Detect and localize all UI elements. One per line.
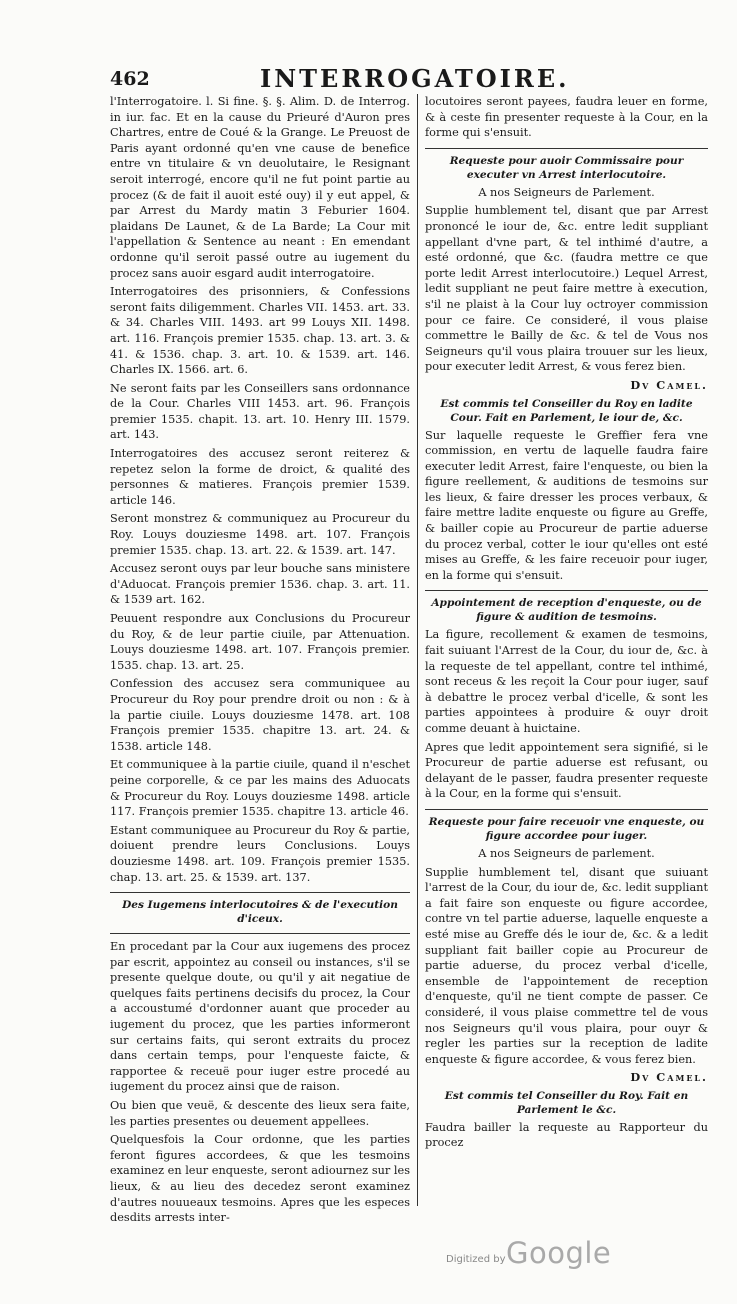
section-rule-bottom (110, 933, 410, 934)
author-signature-2: Dv Camel. (630, 1070, 708, 1085)
left-paragraph-4: Interrogatoires des accusez seront reiterez & repetez selon la forme de droict, & qualité des personnes & matieres. François premier 1539. article 146. (110, 447, 410, 507)
appointment-paragraph-2: Apres que ledit appointement sera signifié, si le Procureur de partie aduerse est refusant, ou delayant de le passer, faudra presenter requeste à la Cour, en la forme qui s'ensuit. (425, 740, 708, 801)
request1-heading: Requeste pour auoir Commissaire pour executer vn Arrest interlocutoire. (449, 154, 684, 181)
column-divider (417, 94, 418, 1206)
author-signature-1: Dv Camel. (630, 377, 708, 392)
section-rule (110, 892, 410, 893)
left-paragraph-3: Ne seront faits par les Conseillers sans ordonnance de la Cour. Charles VIII 1453. art. 96. François premier 1535. chapit. 13. art. 10. Henry III. 1579. art. 143. (110, 381, 410, 442)
right-top-paragraph: locutoires seront payees, faudra leuer en forme, & à ceste fin presenter requeste à la Cour, en la forme qui s'ensuit. (425, 95, 708, 140)
digitized-by-text: Digitized by (446, 1254, 506, 1265)
last-line: Faudra bailler la requeste au Rapporteur du procez (425, 1120, 708, 1150)
google-logo: Google (506, 1236, 612, 1270)
left-paragraph-1: l'Interrogatoire. l. Si fine. §. §. Alim. D. de Interrog. in iur. fac. Et en la cause du Prieuré d'Auron pres Chartres, entre de Coué & la Grange. Le Preuost de Paris ayant ordonné qu'en vne cause de benefice entre vn titulaire & vn deuolutaire, le Resignant seroit interrogé, encore qu'il ne fut point partie au procez (& de fait il auoit esté ouy) il y eut appel, & par Arrest du Mardy matin 3 Feburier 1604. plaidans De Launet, & de La Barde; La Cour mit l'appellation & Sentence au neant : En emendant ordonne qu'il seroit passé outre au iugement du procez sans auoir esgard audit interrogatoire. (110, 95, 410, 280)
appointment-paragraph-1: La figure, recollement & examen de tesmoins, fait suiuant l'Arrest de la Cour, du iour de, &c. à la requeste de tel appellant, contre tel inthimé, sont receus & les reçoit la Cour pour iuger, sauf à debattre le procez verbal d'icelle, & sont les parties appointees à produire & ouyr droit comme deuant à huictaine. (425, 628, 708, 735)
page-number: 462 (110, 68, 150, 90)
commission-note-1: Est commis tel Conseiller du Roy en ladite Cour. Fait en Parlement, le iour de, &c. (440, 397, 693, 424)
left-paragraph-5: Seront monstrez & communiquez au Procureur du Roy. Louys douziesme 1498. art. 107. François premier 1535. chap. 13. art. 22. & 1539. art. 147. (110, 512, 410, 557)
left-paragraph-9: Et communiquee à la partie ciuile, quand il n'eschet peine corporelle, & ce par les mains des Aduocats & Procureur du Roy. Louys douziesme 1498. article 117. François premier 1535. chapitre 13. article 46. (110, 758, 410, 819)
commission-note-2: Est commis tel Conseiller du Roy. Fait en Parlement le &c. (444, 1089, 689, 1116)
left-paragraph-7: Peuuent respondre aux Conclusions du Procureur du Roy, & de leur partie ciuile, par Attenuation. Louys douziesme 1498. art. 107. François premier. 1535. chap. 13. art. 25. (110, 612, 410, 672)
left-paragraph-2: Interrogatoires des prisonniers, & Confessions seront faits diligemment. Charles VII. 1453. art. 33. & 34. Charles VIII. 1493. art 99 Louys XII. 1498. art. 116. François premier 1535. chap. 13. art. 3. & 41. & 1536. chap. 3. art. 10. & 1539. art. 146. Charles IX. 1566. art. 6. (110, 285, 410, 377)
request2-salutation: A nos Seigneurs de parlement. (478, 846, 655, 860)
running-title: INTERROGATOIRE. (260, 64, 570, 93)
section-paragraph-1: En procedant par la Cour aux iugemens des procez par escrit, appointez au conseil ou instances, s'il se presente quelque doute, ou qu'il y ait negatiue de quelques faits pertinens decisifs du procez, la Cour a accoustumé d'ordonner auant que proceder au iugement du procez, que les parties informeront sur certains faits, qui seront extraits du procez dans certain temps, pour l'enqueste faicte, & rapportee & receuë pour iuger estre procedé au iugement du procez ainsi que de raison. (110, 940, 410, 1094)
left-paragraph-8: Confession des accusez sera communiquee au Procureur du Roy pour prendre droit ou non : & à la partie ciuile. Louys douziesme 1478. art. 108 François premier 1535. chapitre 13. art. 24. & 1538. article 148. (110, 677, 410, 753)
section-heading: Des Iugemens interlocutoires & de l'execution d'iceux. (122, 899, 398, 926)
left-column (110, 94, 410, 1226)
request2-body: Supplie humblement tel, disant que suiuant l'arrest de la Cour, du iour de, &c. ledit suppliant a fait faire son enqueste ou figure accordee, contre vn tel partie aduerse, laquelle enqueste a esté mise au Greffe dés le iour de, &c. & a ledit suppliant fait bailler copie au Procureur de partie aduerse, du procez verbal d'icelle, ensemble de l'appointement de reception d'enqueste, qu'il ne tient compte de passer. Ce consideré, il vous plaise commettre tel de vous nos Seigneurs qu'il vous plaira, pour ouyr & regler les parties sur la reception de ladite enqueste & figure accordee, & vous ferez bien. (425, 865, 708, 1066)
request1-body: Supplie humblement tel, disant que par Arrest prononcé le iour de, &c. entre ledit suppliant appellant d'vne part, & tel inthimé d'autre, a esté ordonné, que &c. (faudra mettre ce que porte ledit Arrest interlocutoire.) Lequel Arrest, ledit suppliant ne peut faire mettre à execution, s'il ne plaist à la Cour luy octroyer commission pour ce faire. Ce consideré, il vous plaise commettre le Bailly de &c. & tel de Vous nos Seigneurs qu'il vous plaira trouuer sur les lieux, pour executer ledit Arrest, & vous ferez bien. (425, 204, 708, 374)
left-paragraph-10: Estant communiquee au Procureur du Roy & partie, doiuent prendre leurs Conclusions. Louys douziesme 1498. art. 109. François premier 1535. chap. 13. art. 25. & 1539. art. 137. (110, 823, 410, 884)
digitization-watermark (446, 1236, 626, 1276)
rule-3 (425, 809, 708, 810)
right-column (425, 94, 708, 1151)
section-paragraph-2: Ou bien que veuë, & descente des lieux sera faite, les parties presentes ou deuement appellees. (110, 1099, 410, 1128)
page-header (110, 64, 695, 94)
section-paragraph-3: Quelquesfois la Cour ordonne, que les parties feront figures accordees, & que les tesmoins examinez en leur enqueste, seront adiournez sur les lieux, & au lieu des decedez seront examinez d'autres nouueaux tesmoins. Apres que les especes desdits arrests inter- (110, 1133, 410, 1225)
greffier-paragraph: Sur laquelle requeste le Greffier fera vne commission, en vertu de laquelle faudra faire executer ledit Arrest, faire l'enqueste, ou bien la figure reellement, & auditions de tesmoins sur les lieux, & faire dresser les proces verbaux, & faire mettre ladite enqueste ou figure au Greffe, & bailler copie au Procureur de partie aduerse du procez verbal, cotter le iour qu'elles ont esté mises au Greffe, & les faire receuoir pour iuger, en la forme qui s'ensuit. (425, 428, 708, 582)
rule-1 (425, 148, 708, 149)
appointment-heading: Appointement de reception d'enqueste, ou de figure & audition de tesmoins. (431, 597, 702, 624)
left-paragraph-6: Accusez seront ouys par leur bouche sans ministere d'Aduocat. François premier 1536. chap. 3. art. 11. & 1539 art. 162. (110, 562, 410, 607)
rule-2 (425, 590, 708, 591)
request2-heading: Requeste pour faire receuoir vne enqueste, ou figure accordee pour iuger. (428, 815, 705, 842)
request1-salutation: A nos Seigneurs de Parlement. (478, 185, 655, 199)
